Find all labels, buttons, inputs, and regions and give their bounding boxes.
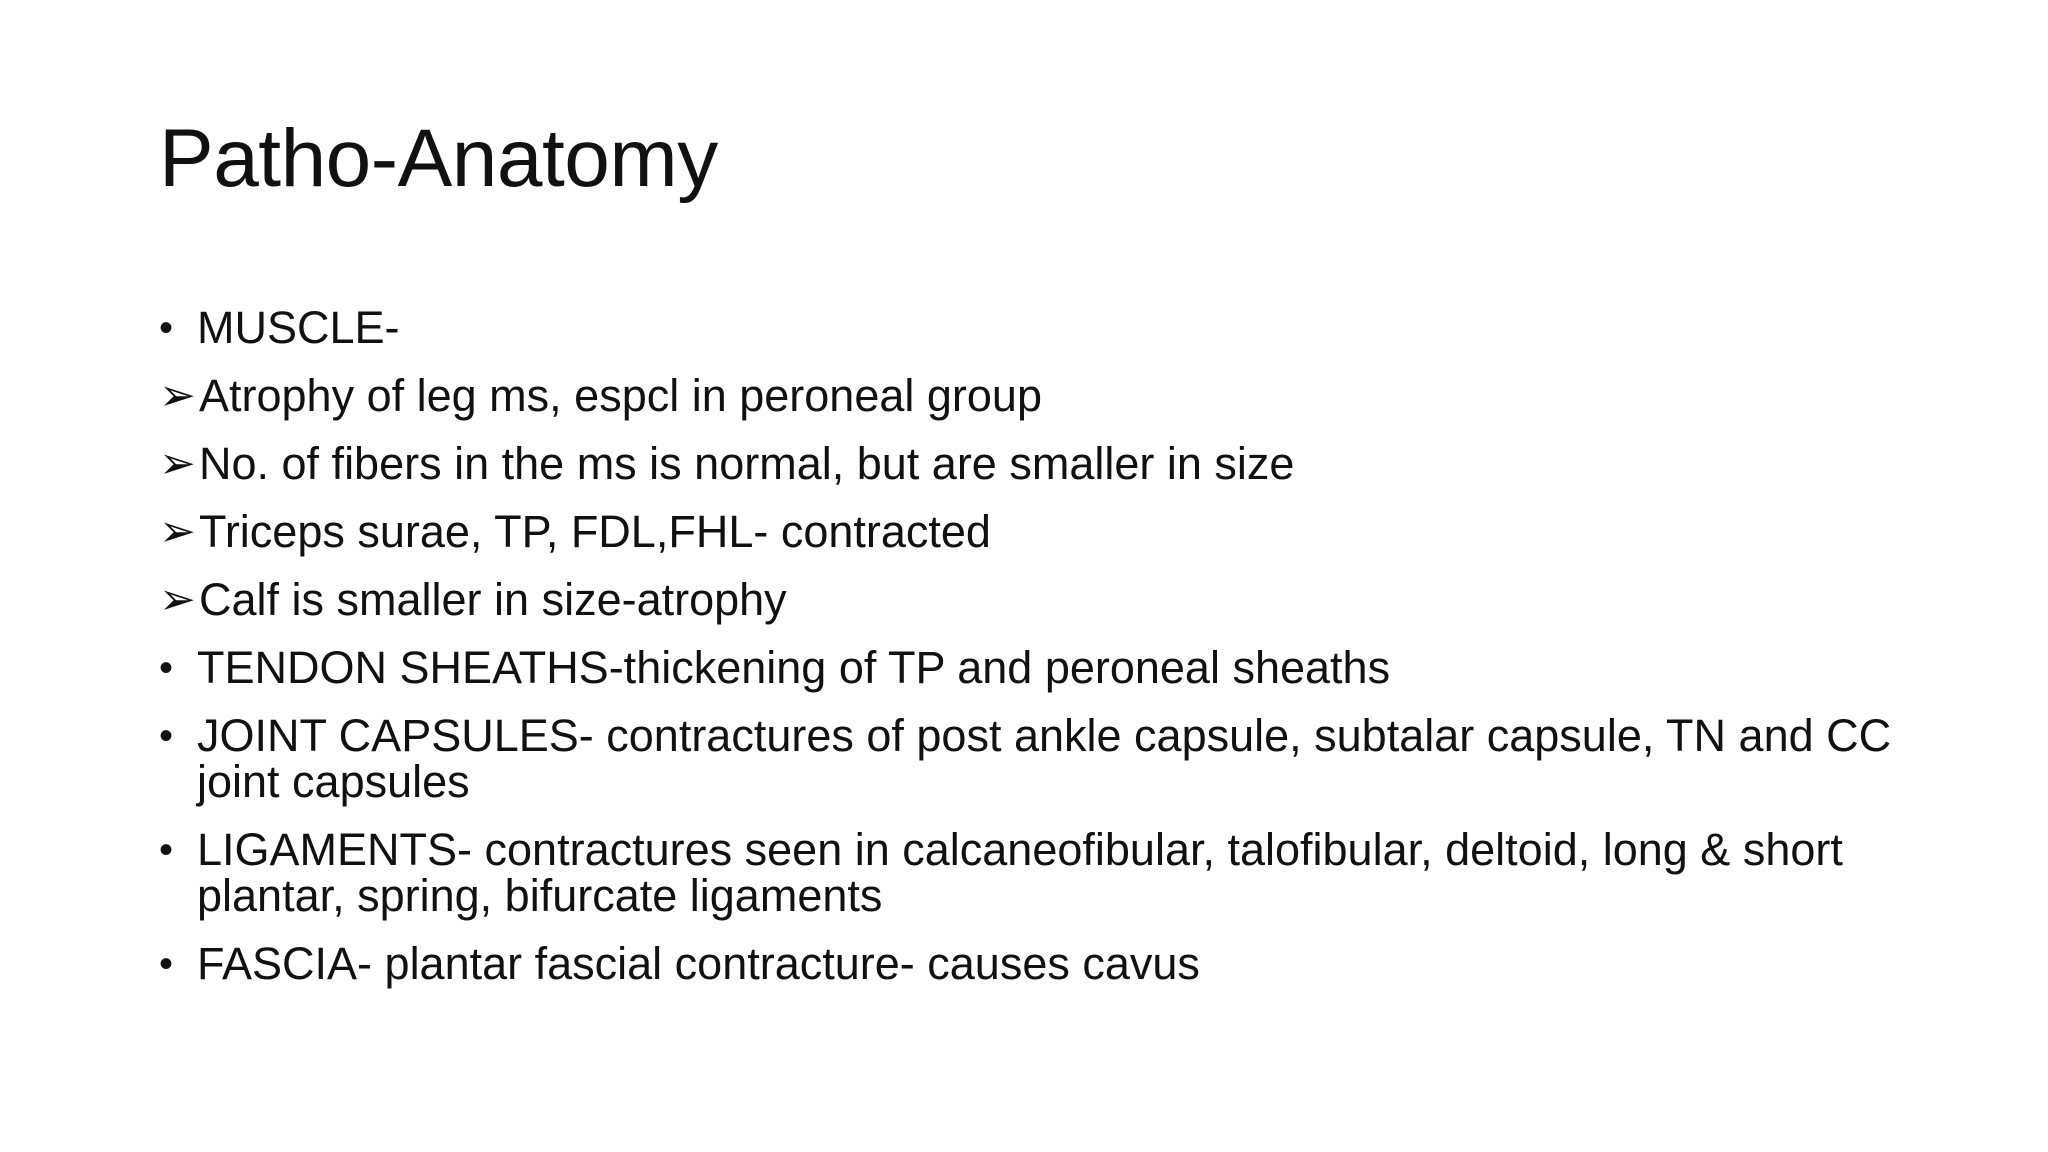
- list-item-text: Triceps surae, TP, FDL,FHL- contracted: [199, 506, 991, 557]
- list-item-text: JOINT CAPSULES- contractures of post ankle capsule, subtalar capsule, TN and CC joint capsules: [197, 710, 1892, 807]
- list-item: [159, 302, 1919, 353]
- bullet-marker: •: [159, 714, 174, 758]
- list-item-text: Calf is smaller in size-atrophy: [199, 574, 787, 625]
- list-item: [159, 642, 1919, 693]
- list-item: [159, 574, 1919, 625]
- arrow-marker: ➢: [159, 371, 196, 420]
- list-item: [159, 824, 1919, 921]
- arrow-marker: ➢: [159, 439, 196, 488]
- bullet-marker: •: [159, 306, 174, 350]
- bullet-marker: •: [159, 828, 174, 872]
- list-item-text: FASCIA- plantar fascial contracture- causes cavus: [197, 938, 1200, 989]
- list-item: [159, 506, 1919, 557]
- bullet-marker: •: [159, 646, 174, 690]
- list-item: [159, 710, 1919, 807]
- list-item-text: Atrophy of leg ms, espcl in peroneal group: [199, 370, 1042, 421]
- list-item-text: No. of fibers in the ms is normal, but are smaller in size: [199, 438, 1295, 489]
- list-item-text: LIGAMENTS- contractures seen in calcaneofibular, talofibular, deltoid, long & short plantar, spring, bifurcate ligaments: [197, 824, 1843, 921]
- list-item: [159, 370, 1919, 421]
- arrow-marker: ➢: [159, 507, 196, 556]
- bullet-marker: •: [159, 942, 174, 986]
- arrow-marker: ➢: [159, 575, 196, 624]
- list-item: [159, 938, 1919, 989]
- list-item-text: TENDON SHEATHS-thickening of TP and peroneal sheaths: [197, 642, 1391, 693]
- bullet-list: [159, 302, 1919, 1009]
- list-item: [159, 438, 1919, 489]
- slide-title: Patho-Anatomy: [159, 113, 718, 204]
- list-item-text: MUSCLE-: [197, 302, 400, 353]
